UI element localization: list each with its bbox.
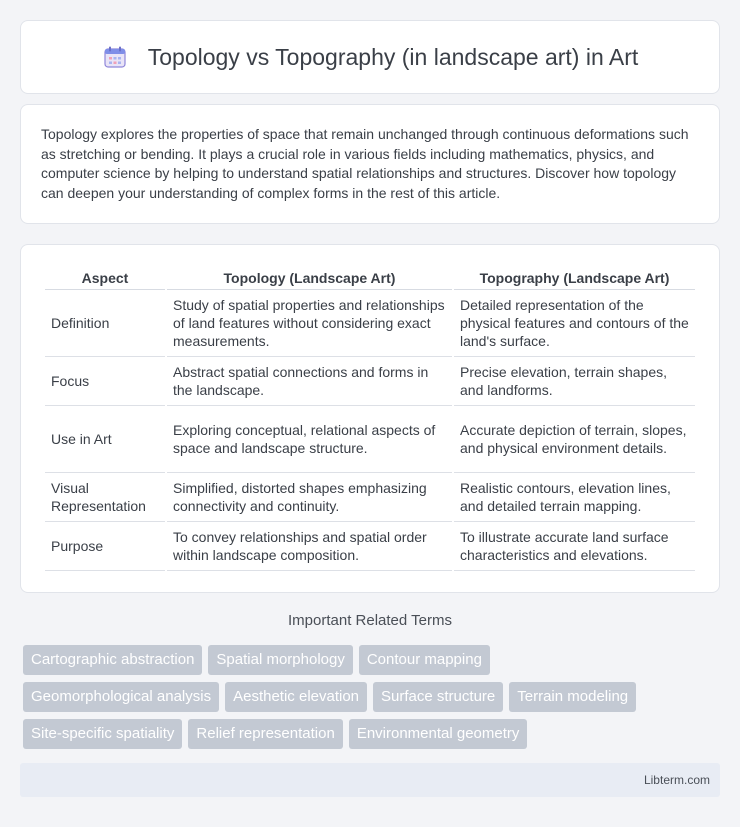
- cell-topology: Study of spatial properties and relationships of land features without considering exact measurements.: [167, 290, 452, 357]
- column-header-topography: Topography (Landscape Art): [454, 265, 695, 290]
- intro-text: Topology explores the properties of space that remain unchanged through continuous deformations such as stretching or bending. It plays a crucial role in various fields including mathematics, physics, and computer science by helping to understand spatial relationships and structures. Discover how topology can deepen your understanding of complex forms in the rest of this article.: [41, 126, 689, 201]
- cell-aspect: Focus: [45, 357, 165, 406]
- tag-row: [23, 645, 723, 675]
- cell-aspect: Visual Representation: [45, 473, 165, 522]
- related-terms-title: Important Related Terms: [288, 612, 452, 629]
- cell-topography: Realistic contours, elevation lines, and detailed terrain mapping.: [454, 473, 695, 522]
- related-terms: [23, 645, 723, 756]
- table-row: [45, 357, 695, 406]
- footer-brand-link[interactable]: Libterm.com: [643, 773, 710, 787]
- tag-geomorphological-analysis[interactable]: Geomorphological analysis: [23, 682, 219, 712]
- cell-topography: To illustrate accurate land surface characteristics and elevations.: [454, 522, 695, 571]
- footer: [20, 763, 720, 797]
- comparison-table: [43, 265, 697, 571]
- tag-spatial-morphology[interactable]: Spatial morphology: [208, 645, 352, 675]
- column-header-topology: Topology (Landscape Art): [167, 265, 452, 290]
- tag-environmental-geometry[interactable]: Environmental geometry: [349, 719, 528, 749]
- cell-aspect: Purpose: [45, 522, 165, 571]
- cell-topology: Simplified, distorted shapes emphasizing connectivity and continuity.: [167, 473, 452, 522]
- cell-topology: Exploring conceptual, relational aspects of space and landscape structure.: [167, 406, 452, 473]
- table-row: [45, 473, 695, 522]
- cell-topography: Detailed representation of the physical features and contours of the land's surface.: [454, 290, 695, 357]
- cell-aspect: Definition: [45, 290, 165, 357]
- header-card: [20, 20, 720, 94]
- tag-row: [23, 719, 723, 749]
- tag-relief-representation[interactable]: Relief representation: [188, 719, 342, 749]
- column-header-aspect: Aspect: [45, 265, 165, 290]
- tag-cartographic-abstraction[interactable]: Cartographic abstraction: [23, 645, 202, 675]
- tag-surface-structure[interactable]: Surface structure: [373, 682, 503, 712]
- tag-aesthetic-elevation[interactable]: Aesthetic elevation: [225, 682, 367, 712]
- tag-row: [23, 682, 723, 712]
- table-row: [45, 290, 695, 357]
- cell-topography: Precise elevation, terrain shapes, and landforms.: [454, 357, 695, 406]
- calendar-icon: [102, 44, 128, 70]
- page-title: Topology vs Topography (in landscape art) in Art: [147, 43, 639, 70]
- intro-card: [20, 104, 720, 224]
- tag-contour-mapping[interactable]: Contour mapping: [359, 645, 490, 675]
- cell-topology: To convey relationships and spatial order within landscape composition.: [167, 522, 452, 571]
- cell-topography: Accurate depiction of terrain, slopes, and physical environment details.: [454, 406, 695, 473]
- cell-topology: Abstract spatial connections and forms in the landscape.: [167, 357, 452, 406]
- table-row: [45, 406, 695, 473]
- cell-aspect: Use in Art: [45, 406, 165, 473]
- tag-terrain-modeling[interactable]: Terrain modeling: [509, 682, 636, 712]
- tag-site-specific-spatiality[interactable]: Site-specific spatiality: [23, 719, 182, 749]
- comparison-table-card: [20, 244, 720, 593]
- table-header-row: [45, 265, 695, 290]
- table-row: [45, 522, 695, 571]
